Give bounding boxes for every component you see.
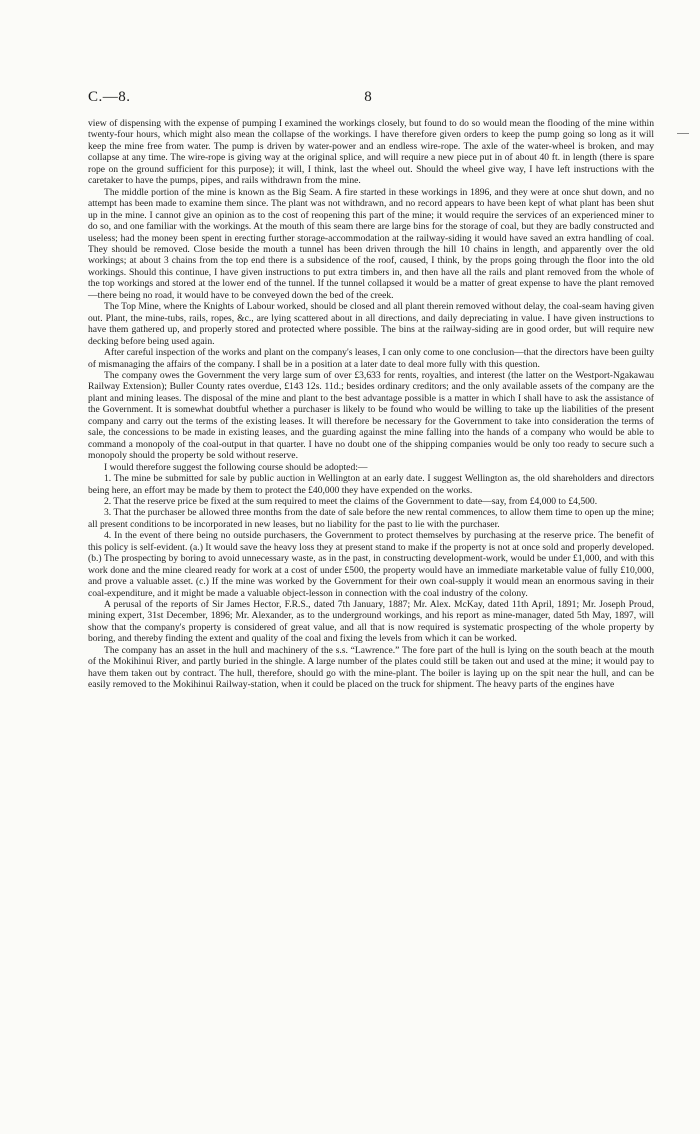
page-body: [88, 118, 654, 691]
paragraph-suggestion-2: 2. That the reserve price be fixed at the sum required to meet the claims of the Government to date—say, from £4,000 to £4,500.: [104, 495, 598, 507]
page-header: [88, 89, 648, 109]
page-number: 8: [364, 89, 372, 105]
margin-mark: [677, 133, 689, 134]
report-code: C.—8.: [88, 89, 131, 105]
paragraph-big-seam: The middle portion of the mine is known as the Big Seam. A fire started in these workings in 1896, and they were at once shut down, and no attempt has been made to examine them since. The plant was not withdrawn, and no record appears to have been kept of what plant has been shut up in the mine. I cannot give an opinion as to the cost of reopening this part of the mine; it would require the services of an experienced miner to do so, and one familiar with the workings. At the mouth of this seam there are large bins for the storage of coal, but they are badly constructed and useless; had the money been spent in erecting further storage-accommodation at the railway-siding it would have saved an extra handling of coal. They should be removed. Close beside the mouth a tunnel has been driven through the hill 10 chains in length, and apparently over the old workings; at about 3 chains from the top end there is a subsidence of the roof, caused, I think, by the props going through the floor into the old workings. Should this continue, I have given instructions to put extra timbers in, and then have all the rails and plant removed from the whole of the top workings and stored at the lower end of the tunnel. If the tunnel collapsed it would be a matter of great expense to have the plant removed—there being no road, it would have to be conveyed down the bed of the creek.: [88, 186, 654, 301]
paragraph-suggestion-3: 3. That the purchaser be allowed three months from the date of sale before the new rental commences, to allow them time to open up the mine; all present conditions to be incorporated in new leases, but no liability for the past to lie with the purchaser.: [88, 507, 654, 530]
paragraph-suggestion-4: 4. In the event of there being no outside purchasers, the Government to protect themselves by purchasing at the reserve price. The benefit of this policy is self-evident. (a.) It would save the heavy loss they at present stand to make if the property is not at once sold and properly developed. (b.) The prospecting by boring to avoid unnecessary waste, as in the past, in constructing development-work, would be under £1,000, and with this work done and the mine cleared ready for work at a cost of under £500, the property would have an immediate marketable value of fully £10,000, and prove a valuable asset. (c.) If the mine was worked by the Government for their own coal-supply it would mean an enormous saving in their coal-expenditure, and it might be made a valuable object-lesson in connection with the coal industry of the colony.: [88, 530, 654, 599]
paragraph-debts: The company owes the Government the very large sum of over £3,633 for rents, royalties, and interest (the latter on the Westport-Ngakawau Railway Extension); Buller County rates overdue, £143 12s. 11d.; besides ordinary creditors; and the only available assets of the company are the plant and mining leases. The disposal of the mine and plant to the best advantage possible is a matter in which I shall have to ask the assistance of the Government. It is somewhat doubtful whether a purchaser is likely to be found who would be willing to take up the liabilities of the present company and carry out the terms of the existing leases. It will therefore be necessary for the Government to take into consideration the terms of sale, the concessions to be made in existing leases, and the guarding against the mine falling into the hands of a company who would be able to command a monopoly of the coal-output in that quarter. I have no doubt one of the shipping companies would be only too ready to secure such a monopoly should the property be sold without reserve.: [88, 369, 654, 462]
paragraph-suggestion-1: 1. The mine be submitted for sale by public auction in Wellington at an early date. I suggest Wellington as, the old shareholders and directors being here, an effort may be made by them to protect the £40,000 they have expended on the works.: [88, 473, 654, 496]
paragraph-pumping: view of dispensing with the expense of pumping I examined the workings closely, but found to do so would mean the flooding of the mine within twenty-four hours, which might also mean the collapse of the workings. I have therefore given orders to keep the pump going so long as it will keep the mine free from water. The pump is driven by water-power and an endless wire-rope. The axle of the water-wheel is broken, and may collapse at any time. The wire-rope is giving way at the original splice, and will require a new piece put in of about 40 ft. in length (there is spare rope on the ground sufficient for this purpose); it will, I think, last the wheel out. Should the wheel give way, I have left instructions with the caretaker to have the pumps, pipes, and rails withdrawn from the mine.: [88, 118, 654, 187]
paragraph-lawrence: The company has an asset in the hull and machinery of the s.s. “Lawrence.” The fore part of the hull is lying on the south beach at the mouth of the Mokihinui River, and partly buried in the shingle. A large number of the plates could still be taken out and used at the mine; it would pay to have them taken out by contract. The hull, therefore, should go with the mine-plant. The boiler is laying up on the spit near the hull, and can be easily removed to the Mokihinui Railway-station, when it could be placed on the truck for shipment. The heavy parts of the engines have: [88, 644, 654, 691]
paragraph-top-mine: The Top Mine, where the Knights of Labour worked, should be closed and all plant therein removed without delay, the coal-seam having given out. Plant, the mine-tubs, rails, ropes, &c., are lying scattered about in all directions, and daily depreciating in value. I have given instructions to have them gathered up, and properly stored and protected where possible. The bins at the railway-siding are in good order, but will require new decking before being used again.: [88, 301, 654, 347]
paragraph-reports: A perusal of the reports of Sir James Hector, F.R.S., dated 7th January, 1887; Mr. Alex. McKay, dated 11th April, 1891; Mr. Joseph Proud, mining expert, 31st December, 1896; Mr. Alexander, as to the underground workings, and his report as mine-manager, dated 5th May, 1897, will show that the company's property is considered of great value, and all that is now required is systematic prospecting of the whole property by boring, and thereby finding the extent and quality of the coal and fixing the levels from which it can be worked.: [88, 599, 654, 645]
paragraph-conclusion: After careful inspection of the works and plant on the company's leases, I can only come to one conclusion—that the directors have been guilty of mismanaging the affairs of the company. I shall be in a position at a later date to deal more fully with this question.: [88, 347, 655, 370]
paragraph-suggestion-intro: I would therefore suggest the following course should be adopted:—: [104, 461, 368, 473]
